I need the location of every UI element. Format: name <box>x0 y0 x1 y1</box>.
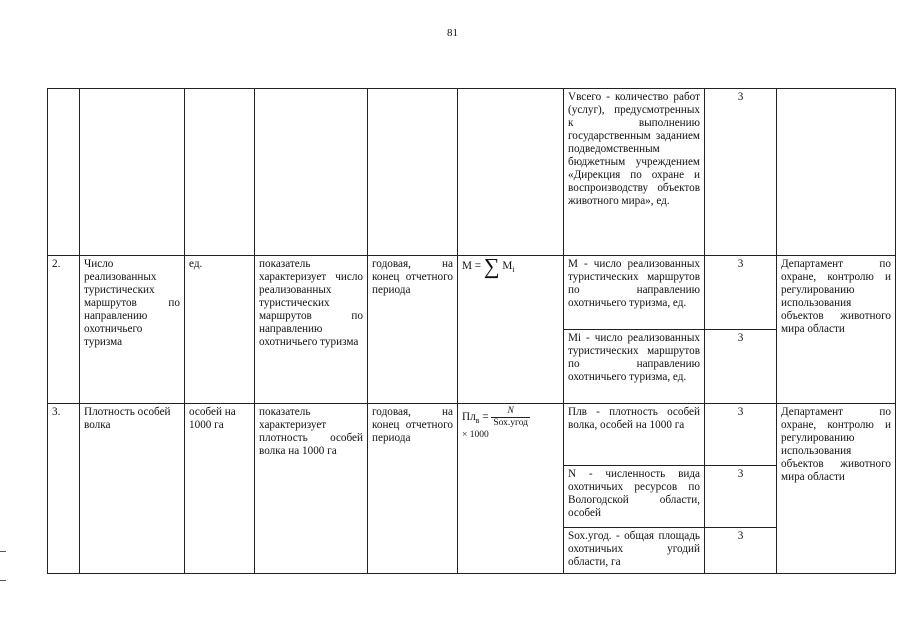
variable-description: Плв - плотность особей волка, особей на 1000 га <box>564 404 705 466</box>
table-row <box>48 256 896 330</box>
cell-responsible-empty <box>777 89 896 256</box>
cell-unit-empty <box>185 89 255 256</box>
indicator-formula <box>458 253 564 404</box>
indicator-period: годовая, на конец отчетного периода <box>368 256 458 404</box>
page-number: 81 <box>447 27 458 39</box>
formula-multiplier: × 1000 <box>462 430 489 440</box>
row-number: 2. <box>48 256 80 404</box>
scan-edge-mark <box>0 580 6 581</box>
indicator-definition: показатель характеризует число реализованных туристических маршрутов по направлению охотничьего туризма <box>255 256 368 404</box>
cell-num-empty <box>48 89 80 256</box>
indicator-formula <box>458 404 564 574</box>
cell-definition-empty <box>255 89 368 256</box>
variable-code: 3 <box>705 466 777 528</box>
variable-code: 3 <box>705 528 777 574</box>
scan-edge-mark <box>0 551 6 552</box>
variable-description: Sох.угод. - общая площадь охотничьих угодий области, га <box>564 528 705 574</box>
responsible-body: Департамент по охране, контролю и регулированию использования объектов животного мира области <box>777 404 896 574</box>
variable-code: 3 <box>705 256 777 330</box>
indicator-unit: ед. <box>185 256 255 404</box>
row-number: 3. <box>48 404 80 574</box>
indicator-period: годовая, на конец отчетного периода <box>368 404 458 574</box>
cell-period-empty <box>368 89 458 256</box>
indicator-unit: особей на 1000 га <box>185 404 255 574</box>
indicators-table <box>47 88 896 574</box>
responsible-body: Департамент по охране, контролю и регулированию использования объектов животного мира области <box>777 256 896 404</box>
table-row <box>48 89 896 256</box>
indicator-name: Плотность особей волка <box>80 404 185 574</box>
variable-code: 3 <box>705 89 777 256</box>
formula-sum: M = ∑ $M_i$ <box>462 253 515 278</box>
variable-description: Mi - число реализованных туристических маршрутов по направлению охотничьего туризма, ед. <box>564 330 705 404</box>
cell-name-empty <box>80 89 185 256</box>
indicator-name: Число реализованных туристических маршрутов по направлению охотничьего туризма <box>80 256 185 404</box>
indicator-definition: показатель характеризует плотность особей волка на 1000 га <box>255 404 368 574</box>
formula-density: $Пл_в$ = $\frac{N}{\text{Sох.угод}}$ <box>462 406 529 428</box>
formula-fraction: $\frac{N}{\text{Sох.угод}}$ <box>493 406 529 428</box>
variable-code: 3 <box>705 404 777 466</box>
variable-description: N - численность вида охотничьих ресурсов по Вологодской области, особей <box>564 466 705 528</box>
variable-description: Vвсего - количество работ (услуг), предусмотренных к выполнению государственным заданием подведомственным бюджетным учреждением «Дирекция по охране и воспроизводству объектов животного мира», ед. <box>564 89 705 256</box>
table-row <box>48 404 896 466</box>
variable-description: М - число реализованных туристических маршрутов по направлению охотничьего туризма, ед. <box>564 256 705 330</box>
variable-code: 3 <box>705 330 777 404</box>
cell-formula-empty <box>458 89 564 256</box>
